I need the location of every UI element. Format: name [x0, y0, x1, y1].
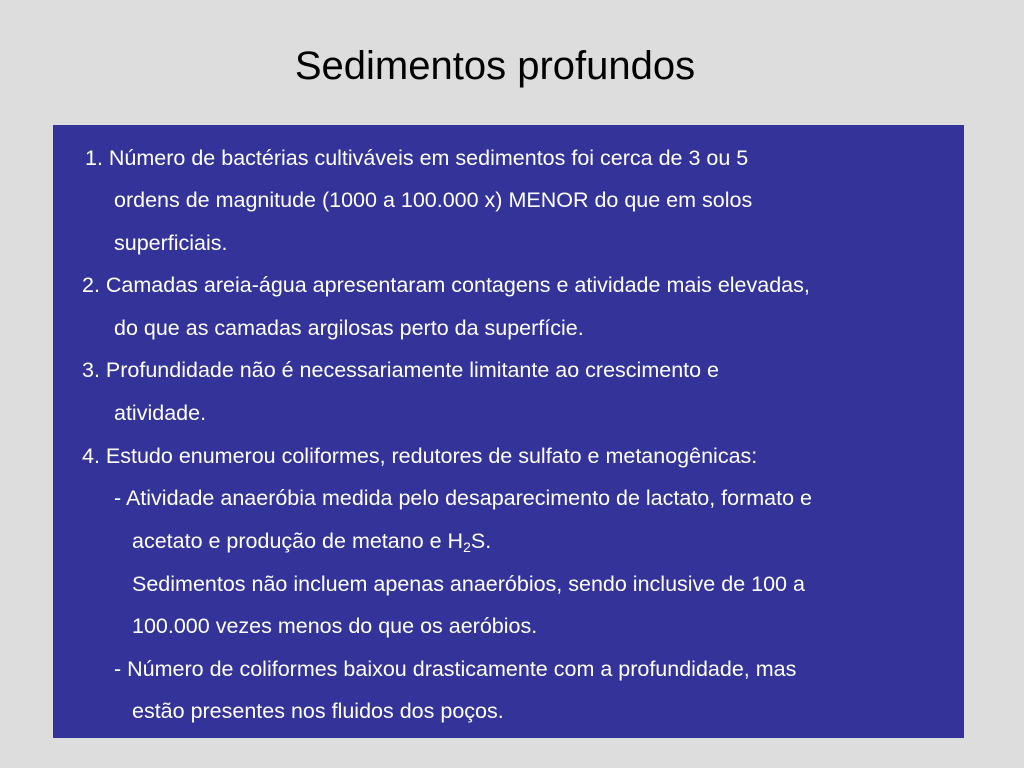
point-4-line-1: 4. Estudo enumerou coliformes, redutores de sulfato e metanogênicas:	[82, 444, 758, 468]
point-1-line-1: 1. Número de bactérias cultiváveis em sedimentos foi cerca de 3 ou 5	[85, 146, 749, 170]
subpoint-4b-line-2: estão presentes nos fluidos dos poços.	[132, 699, 504, 723]
subpoint-4a-line-1: - Atividade anaeróbia medida pelo desaparecimento de lactato, formato e	[114, 486, 812, 510]
subpoint-4b-line-1: - Número de coliformes baixou drasticamente com a profundidade, mas	[114, 657, 797, 681]
point-1-line-2: ordens de magnitude (1000 a 100.000 x) MENOR do que em solos	[114, 188, 753, 212]
subpoint-4a-formula-line	[132, 528, 491, 554]
point-1-line-3: superficiais.	[114, 231, 228, 255]
subpoint-4a-continuation-1: Sedimentos não incluem apenas anaeróbios, sendo inclusive de 100 a	[132, 572, 805, 596]
point-2-line-2: do que as camadas argilosas perto da superfície.	[114, 316, 584, 340]
slide-title: Sedimentos profundos	[294, 44, 696, 88]
point-3-line-1: 3. Profundidade não é necessariamente limitante ao crescimento e	[82, 358, 720, 382]
point-3-line-2: atividade.	[114, 401, 207, 425]
formula-text-after: S.	[470, 529, 492, 553]
formula-text-before: acetato e produção de metano e H	[132, 529, 464, 553]
formula-subscript: 2	[463, 539, 471, 555]
content-panel	[53, 125, 964, 738]
point-2-line-1: 2. Camadas areia-água apresentaram contagens e atividade mais elevadas,	[82, 273, 810, 297]
subpoint-4a-continuation-2: 100.000 vezes menos do que os aeróbios.	[132, 614, 538, 638]
